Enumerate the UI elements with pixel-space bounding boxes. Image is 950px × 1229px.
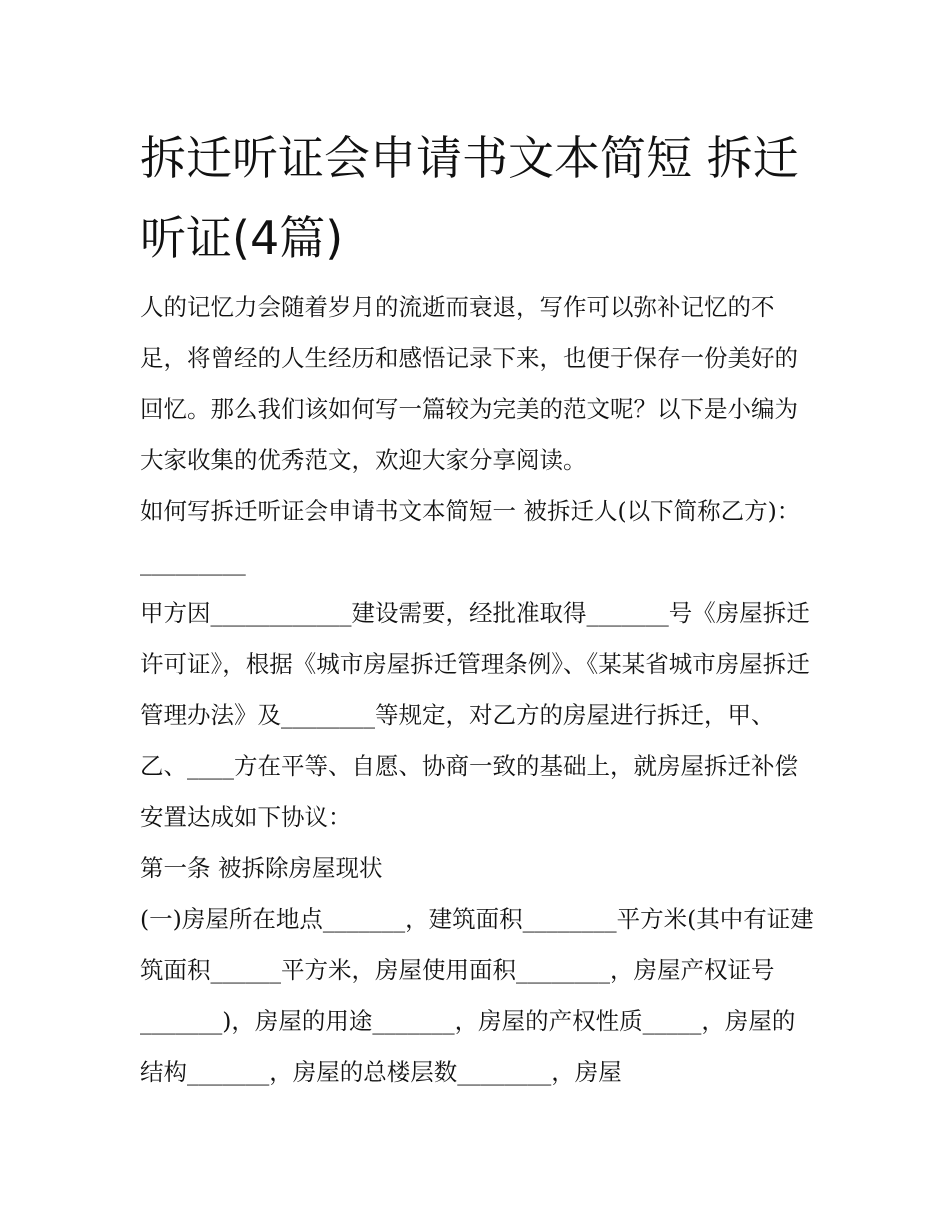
intro-paragraph: 人的记忆力会随着岁月的流逝而衰退，写作可以弥补记忆的不足，将曾经的人生经历和感悟记录下来，也便于保存一份美好的回忆。那么我们该如何写一篇较为完美的范文呢？以下是小编为大家收集的优秀范文，欢迎大家分享阅读。 xyxy=(140,293,798,474)
property-details-paragraph: (一)房屋所在地点_______，建筑面积________平方米(其中有证建筑面积______平方米，房屋使用面积________，房屋产权证号_______)，房屋的用途_______，房屋的产权性质_____，房屋的结构_______，房屋的总楼层数________，房屋 xyxy=(140,905,814,1086)
agreement-paragraph: 甲方因____________建设需要，经批准取得_______号《房屋拆迁许可证》，根据《城市房屋拆迁管理条例》、《某某省城市房屋拆迁管理办法》及________等规定，对乙方的房屋进行拆迁，甲、乙、____方在平等、自愿、协商一致的基础上，就房屋拆迁补偿安置达成如下协议： xyxy=(140,599,810,831)
document-body xyxy=(140,282,818,1098)
section-heading-paragraph: 如何写拆迁听证会申请书文本简短一 被拆迁人(以下简称乙方)：_________ xyxy=(140,497,801,576)
document-title: 拆迁听证会申请书文本简短 拆迁 听证(4篇) xyxy=(140,131,799,265)
article-one-heading: 第一条 被拆除房屋现状 xyxy=(140,854,383,882)
